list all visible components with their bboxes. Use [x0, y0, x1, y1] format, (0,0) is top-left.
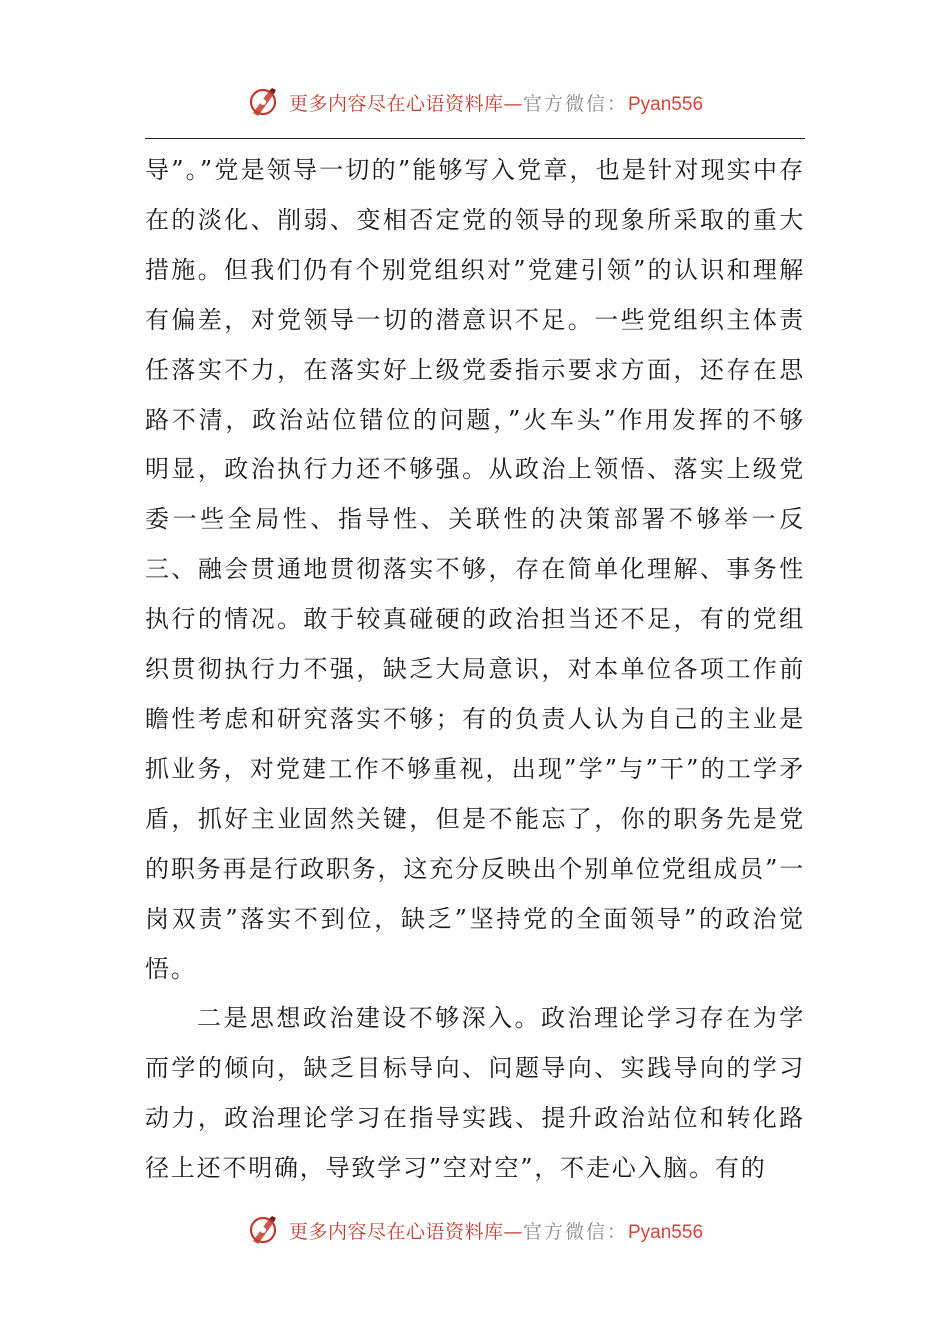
footer-banner	[0, 1210, 950, 1250]
pen-in-circle-icon	[247, 1213, 281, 1247]
site-text: 更多内容尽在心语资料库	[288, 1220, 504, 1243]
footer-text	[289, 1217, 703, 1244]
wechat-label: 官方微信：	[522, 92, 628, 115]
header-banner	[0, 82, 950, 122]
paragraph: 二是思想政治建设不够深入。政治理论学习存在为学而学的倾向，缺乏目标导向、问题导向、实践导向的学习动力，政治理论学习在指导实践、提升政治站位和转化路径上还不明确，导致学习”空对空”，不走心入脑。有的	[145, 1004, 805, 1183]
header-text	[289, 89, 703, 116]
pen-in-circle-icon	[247, 85, 281, 119]
wechat-label: 官方微信：	[522, 1220, 628, 1243]
header-divider	[145, 138, 805, 139]
wechat-handle: Pyan556	[628, 1221, 704, 1243]
wechat-handle: Pyan556	[628, 93, 704, 115]
separator: —	[503, 92, 523, 115]
document-body	[145, 146, 805, 1194]
site-text: 更多内容尽在心语资料库	[288, 92, 504, 115]
paragraph: 导”。”党是领导一切的”能够写入党章，也是针对现实中存在的淡化、削弱、变相否定党的领导的现象所采取的重大措施。但我们仍有个别党组织对”党建引领”的认识和理解有偏差，对党领导一切的潜意识不足。一些党组织主体责任落实不力，在落实好上级党委指示要求方面，还存在思路不清，政治站位错位的问题，”火车头”作用发挥的不够明显，政治执行力还不够强。从政治上领悟、落实上级党委一些全局性、指导性、关联性的决策部署不够举一反三、融会贯通地贯彻落实不够，存在简单化理解、事务性执行的情况。敢于较真碰硬的政治担当还不足，有的党组织贯彻执行力不强，缺乏大局意识，对本单位各项工作前瞻性考虑和研究落实不够；有的负责人认为自己的主业是抓业务，对党建工作不够重视，出现”学”与”干”的工学矛盾，抓好主业固然关键，但是不能忘了，你的职务先是党的职务再是行政职务，这充分反映出个别单位党组成员”一岗双责”落实不到位，缺乏”坚持党的全面领导”的政治觉悟。	[145, 156, 805, 983]
separator: —	[503, 1220, 523, 1243]
